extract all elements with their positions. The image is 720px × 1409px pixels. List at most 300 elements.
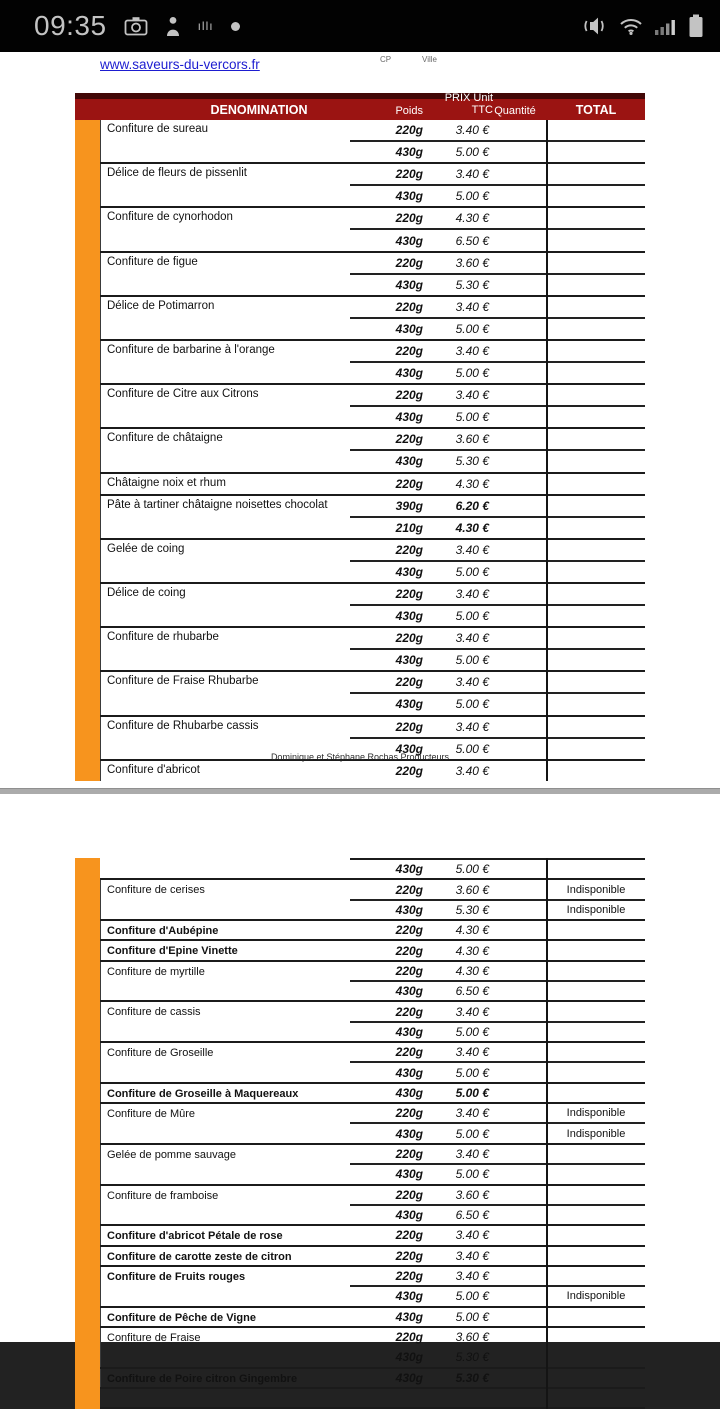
price-table-page2 bbox=[75, 858, 645, 1409]
variant-row bbox=[350, 962, 645, 982]
price-cell: 5.00 € bbox=[455, 1126, 489, 1141]
variant-row bbox=[350, 407, 645, 427]
orange-marker bbox=[75, 253, 100, 297]
variant-row bbox=[350, 1043, 645, 1063]
price-cell: 4.30 € bbox=[455, 923, 489, 938]
variant-rows bbox=[350, 164, 645, 206]
weight-cell: 220g bbox=[395, 123, 423, 138]
product-row bbox=[75, 120, 645, 164]
weight-cell: 430g bbox=[395, 609, 423, 624]
weight-cell: 430g bbox=[395, 697, 423, 712]
header-quantite: Quantité bbox=[494, 105, 536, 117]
price-cell: 3.40 € bbox=[455, 167, 489, 182]
variant-rows bbox=[350, 584, 645, 626]
product-name: Confiture de Poire citron Gingembre bbox=[100, 1369, 350, 1387]
weight-cell: 220g bbox=[395, 542, 423, 557]
variant-row bbox=[350, 1186, 645, 1206]
product-body bbox=[100, 496, 645, 540]
variant-rows bbox=[350, 941, 645, 959]
variant-rows bbox=[350, 1186, 645, 1225]
variant-rows bbox=[350, 1328, 645, 1367]
product-name: Châtaigne noix et rhum bbox=[100, 474, 350, 494]
weight-cell: 430g bbox=[395, 1289, 423, 1304]
variant-row bbox=[350, 860, 645, 878]
weight-cell: 430g bbox=[395, 1370, 423, 1385]
price-cell: 3.40 € bbox=[455, 1004, 489, 1019]
product-name bbox=[100, 1389, 350, 1407]
orange-marker bbox=[75, 1389, 100, 1409]
variant-rows bbox=[350, 880, 645, 919]
product-name: Confiture de cassis bbox=[100, 1002, 350, 1041]
variant-row bbox=[350, 901, 645, 919]
weight-cell: 220g bbox=[395, 1330, 423, 1345]
orange-marker bbox=[75, 1043, 100, 1084]
price-cell: 3.40 € bbox=[455, 1146, 489, 1161]
product-row bbox=[75, 1308, 645, 1328]
weight-cell: 430g bbox=[395, 366, 423, 381]
product-row bbox=[75, 496, 645, 540]
orange-marker bbox=[75, 1267, 100, 1308]
weight-cell: 220g bbox=[395, 388, 423, 403]
price-cell: 5.00 € bbox=[455, 1024, 489, 1039]
product-name: Confiture d'Epine Vinette bbox=[100, 941, 350, 959]
variant-row bbox=[350, 717, 645, 739]
variant-row bbox=[350, 982, 645, 1000]
product-body bbox=[100, 1328, 645, 1369]
variant-row bbox=[350, 363, 645, 383]
wifi-icon bbox=[618, 16, 644, 36]
product-row bbox=[75, 297, 645, 341]
price-cell: 3.40 € bbox=[455, 542, 489, 557]
orange-marker bbox=[75, 341, 100, 385]
price-cell: 3.40 € bbox=[455, 763, 489, 778]
price-cell: 3.40 € bbox=[455, 587, 489, 602]
product-name: Pâte à tartiner châtaigne noisettes chocolat bbox=[100, 496, 350, 538]
total-cell: Indisponible bbox=[566, 903, 626, 916]
product-row bbox=[75, 474, 645, 496]
price-cell: 5.00 € bbox=[455, 1085, 489, 1100]
weight-cell: 220g bbox=[395, 719, 423, 734]
variant-rows bbox=[350, 540, 645, 582]
orange-marker bbox=[75, 962, 100, 1003]
weight-cell: 210g bbox=[395, 520, 423, 535]
variant-row bbox=[350, 474, 645, 494]
product-body bbox=[100, 921, 645, 941]
variant-row bbox=[350, 562, 645, 582]
product-body bbox=[100, 208, 645, 252]
weight-cell: 430g bbox=[395, 410, 423, 425]
product-name: Confiture de Mûre bbox=[100, 1104, 350, 1143]
price-cell: 3.40 € bbox=[455, 1228, 489, 1243]
price-cell: 3.40 € bbox=[455, 631, 489, 646]
product-body bbox=[100, 253, 645, 297]
product-name: Confiture de Fraise Rhubarbe bbox=[100, 672, 350, 714]
variant-row bbox=[350, 1226, 645, 1244]
weight-cell: 430g bbox=[395, 1085, 423, 1100]
orange-marker bbox=[75, 1186, 100, 1227]
variant-row bbox=[350, 1369, 645, 1387]
weight-cell: 430g bbox=[395, 189, 423, 204]
product-name: Confiture de rhubarbe bbox=[100, 628, 350, 670]
product-body bbox=[100, 962, 645, 1003]
price-cell: 3.40 € bbox=[455, 299, 489, 314]
variant-row bbox=[350, 1084, 645, 1102]
total-cell: Indisponible bbox=[566, 1107, 626, 1120]
variant-rows bbox=[350, 429, 645, 471]
variant-rows bbox=[350, 1308, 645, 1326]
battery-icon bbox=[688, 14, 704, 38]
weight-cell: 430g bbox=[395, 145, 423, 160]
product-body bbox=[100, 761, 645, 781]
variant-row bbox=[350, 341, 645, 363]
variant-rows bbox=[350, 628, 645, 670]
website-link[interactable]: www.saveurs-du-vercors.fr bbox=[100, 57, 260, 72]
product-body bbox=[100, 1002, 645, 1043]
product-name: Délice de fleurs de pissenlit bbox=[100, 164, 350, 206]
variant-row bbox=[350, 540, 645, 562]
orange-marker bbox=[75, 761, 100, 781]
vibrate-icon bbox=[581, 15, 607, 37]
variant-rows bbox=[350, 1043, 645, 1082]
variant-rows bbox=[350, 1267, 645, 1306]
weight-cell: 430g bbox=[395, 233, 423, 248]
price-cell: 5.00 € bbox=[455, 1167, 489, 1182]
variant-row bbox=[350, 650, 645, 670]
price-cell: 3.40 € bbox=[455, 1045, 489, 1060]
table-header bbox=[75, 93, 645, 120]
orange-marker bbox=[75, 921, 100, 941]
product-body bbox=[100, 540, 645, 584]
price-cell: 6.50 € bbox=[455, 984, 489, 999]
weight-cell: 220g bbox=[395, 1269, 423, 1284]
product-name: Confiture de Groseille bbox=[100, 1043, 350, 1082]
total-cell: Indisponible bbox=[566, 883, 626, 896]
variant-row bbox=[350, 584, 645, 606]
weight-cell: 220g bbox=[395, 763, 423, 778]
variant-row bbox=[350, 941, 645, 959]
product-row bbox=[75, 880, 645, 921]
weight-cell: 430g bbox=[395, 277, 423, 292]
product-body bbox=[100, 1308, 645, 1328]
table-body-page2 bbox=[75, 858, 645, 1409]
price-cell: 6.20 € bbox=[455, 498, 489, 513]
variant-rows bbox=[350, 385, 645, 427]
product-row bbox=[75, 941, 645, 961]
variant-rows bbox=[350, 1145, 645, 1184]
price-cell: 5.00 € bbox=[455, 862, 489, 877]
price-cell: 5.00 € bbox=[455, 1309, 489, 1324]
weight-cell: 220g bbox=[395, 432, 423, 447]
price-cell: 4.30 € bbox=[455, 476, 489, 491]
product-row bbox=[75, 1226, 645, 1246]
price-cell: 6.50 € bbox=[455, 233, 489, 248]
product-row bbox=[75, 672, 645, 716]
weight-cell: 430g bbox=[395, 862, 423, 877]
product-body bbox=[100, 1084, 645, 1104]
product-body bbox=[100, 1043, 645, 1084]
product-body bbox=[100, 584, 645, 628]
product-body bbox=[100, 1104, 645, 1145]
product-name bbox=[100, 858, 350, 878]
price-cell: 5.30 € bbox=[455, 1350, 489, 1365]
variant-row bbox=[350, 1348, 645, 1366]
orange-marker bbox=[75, 540, 100, 584]
variant-row bbox=[350, 142, 645, 162]
product-row bbox=[75, 1389, 645, 1409]
product-name: Confiture de cerises bbox=[100, 880, 350, 919]
variant-row bbox=[350, 319, 645, 339]
orange-marker bbox=[75, 1145, 100, 1186]
orange-marker bbox=[75, 880, 100, 921]
variant-row bbox=[350, 208, 645, 230]
weight-cell: 430g bbox=[395, 741, 423, 756]
weight-cell: 220g bbox=[395, 587, 423, 602]
weight-cell: 220g bbox=[395, 476, 423, 491]
price-cell: 5.00 € bbox=[455, 741, 489, 756]
variant-row bbox=[350, 385, 645, 407]
price-cell: 5.00 € bbox=[455, 609, 489, 624]
variant-rows bbox=[350, 672, 645, 714]
product-row bbox=[75, 208, 645, 252]
price-cell: 3.40 € bbox=[455, 1248, 489, 1263]
variant-rows bbox=[350, 1389, 645, 1407]
weight-cell: 220g bbox=[395, 1045, 423, 1060]
weight-cell: 430g bbox=[395, 1126, 423, 1141]
price-cell: 3.60 € bbox=[455, 432, 489, 447]
product-body bbox=[100, 1145, 645, 1186]
weight-cell: 430g bbox=[395, 1167, 423, 1182]
product-body bbox=[100, 120, 645, 164]
header-prix-line2: TTC bbox=[471, 104, 493, 117]
price-cell: 5.00 € bbox=[455, 1065, 489, 1080]
weight-cell: 220g bbox=[395, 1228, 423, 1243]
product-row bbox=[75, 858, 645, 880]
variant-rows bbox=[350, 761, 645, 781]
product-row bbox=[75, 164, 645, 208]
weight-cell: 390g bbox=[395, 498, 423, 513]
weight-cell: 430g bbox=[395, 1024, 423, 1039]
product-name: Confiture de carotte zeste de citron bbox=[100, 1247, 350, 1265]
product-row bbox=[75, 962, 645, 1003]
price-cell: 5.00 € bbox=[455, 1289, 489, 1304]
price-cell: 5.00 € bbox=[455, 145, 489, 160]
variant-row bbox=[350, 275, 645, 295]
product-name: Confiture de Fruits rouges bbox=[100, 1267, 350, 1306]
variant-row bbox=[350, 1002, 645, 1022]
variant-rows bbox=[350, 1226, 645, 1244]
price-cell: 3.60 € bbox=[455, 255, 489, 270]
variant-row bbox=[350, 1328, 645, 1348]
price-cell: 4.30 € bbox=[455, 520, 489, 535]
total-column-divider bbox=[546, 120, 548, 781]
weight-cell: 430g bbox=[395, 321, 423, 336]
product-row bbox=[75, 761, 645, 781]
product-name: Confiture de figue bbox=[100, 253, 350, 295]
variant-rows bbox=[350, 297, 645, 339]
weight-cell: 220g bbox=[395, 631, 423, 646]
product-name: Confiture d'Aubépine bbox=[100, 921, 350, 939]
orange-marker bbox=[75, 208, 100, 252]
product-body bbox=[100, 164, 645, 208]
variant-rows bbox=[350, 1002, 645, 1041]
variant-row bbox=[350, 253, 645, 275]
orange-marker bbox=[75, 1308, 100, 1328]
price-cell: 3.40 € bbox=[455, 123, 489, 138]
product-body bbox=[100, 941, 645, 961]
price-cell: 4.30 € bbox=[455, 211, 489, 226]
price-cell: 5.30 € bbox=[455, 454, 489, 469]
product-row bbox=[75, 628, 645, 672]
price-cell: 5.30 € bbox=[455, 902, 489, 917]
page-footer: Dominique et Stéphane Rochas Producteurs bbox=[270, 752, 450, 762]
price-cell: 3.40 € bbox=[455, 1106, 489, 1121]
product-name: Confiture d'abricot bbox=[100, 761, 350, 781]
form-label-cp: CP bbox=[380, 55, 392, 64]
product-name: Confiture de Groseille à Maquereaux bbox=[100, 1084, 350, 1102]
variant-row bbox=[350, 1124, 645, 1142]
weight-cell: 430g bbox=[395, 564, 423, 579]
product-row bbox=[75, 1002, 645, 1043]
product-name: Délice de Potimarron bbox=[100, 297, 350, 339]
product-name: Confiture de Rhubarbe cassis bbox=[100, 717, 350, 759]
orange-marker bbox=[75, 1104, 100, 1145]
price-cell: 6.50 € bbox=[455, 1208, 489, 1223]
variant-row bbox=[350, 1287, 645, 1305]
product-body bbox=[100, 297, 645, 341]
variant-rows bbox=[350, 341, 645, 383]
variant-row bbox=[350, 164, 645, 186]
weight-cell: 430g bbox=[395, 1350, 423, 1365]
status-bar[interactable] bbox=[0, 0, 720, 52]
product-name: Délice de coing bbox=[100, 584, 350, 626]
orange-marker bbox=[75, 1328, 100, 1369]
product-row bbox=[75, 1267, 645, 1308]
header-prix-line1: PRIX Unit bbox=[444, 91, 493, 104]
total-cell: Indisponible bbox=[566, 1127, 626, 1140]
orange-marker bbox=[75, 672, 100, 716]
header-denomination: DENOMINATION bbox=[210, 103, 308, 117]
product-row bbox=[75, 584, 645, 628]
price-cell: 5.00 € bbox=[455, 321, 489, 336]
product-body bbox=[100, 341, 645, 385]
weight-cell: 220g bbox=[395, 963, 423, 978]
orange-marker bbox=[75, 385, 100, 429]
orange-marker bbox=[75, 1247, 100, 1267]
variant-row bbox=[350, 1389, 645, 1407]
price-cell: 5.00 € bbox=[455, 653, 489, 668]
header-total: TOTAL bbox=[575, 103, 617, 117]
status-time: 09:35 bbox=[34, 10, 107, 41]
price-cell: 3.60 € bbox=[455, 882, 489, 897]
product-name: Confiture de cynorhodon bbox=[100, 208, 350, 250]
product-row bbox=[75, 1104, 645, 1145]
weight-cell: 430g bbox=[395, 653, 423, 668]
product-row bbox=[75, 921, 645, 941]
product-name: Gelée de coing bbox=[100, 540, 350, 582]
price-cell: 3.40 € bbox=[455, 719, 489, 734]
price-cell: 5.30 € bbox=[455, 1370, 489, 1385]
variant-row bbox=[350, 672, 645, 694]
variant-row bbox=[350, 694, 645, 714]
product-body bbox=[100, 1226, 645, 1246]
status-bar-right bbox=[581, 14, 704, 38]
orange-marker bbox=[75, 941, 100, 961]
weight-cell: 430g bbox=[395, 902, 423, 917]
weight-cell: 220g bbox=[395, 1146, 423, 1161]
price-cell: 3.60 € bbox=[455, 1187, 489, 1202]
variant-rows bbox=[350, 1104, 645, 1143]
orange-marker bbox=[75, 120, 100, 164]
orange-marker bbox=[75, 1369, 100, 1389]
product-body bbox=[100, 1389, 645, 1409]
orange-marker bbox=[75, 1002, 100, 1043]
weight-cell: 220g bbox=[395, 675, 423, 690]
variant-row bbox=[350, 1165, 645, 1183]
weight-cell: 430g bbox=[395, 1208, 423, 1223]
orange-marker bbox=[75, 1226, 100, 1246]
product-name: Confiture de myrtille bbox=[100, 962, 350, 1001]
variant-row bbox=[350, 1308, 645, 1326]
variant-rows bbox=[350, 1247, 645, 1265]
variant-row bbox=[350, 120, 645, 142]
product-name: Confiture de châtaigne bbox=[100, 429, 350, 471]
variant-rows bbox=[350, 253, 645, 295]
product-body bbox=[100, 1186, 645, 1227]
variant-rows bbox=[350, 496, 645, 538]
orange-marker bbox=[75, 164, 100, 208]
product-name: Gelée de pomme sauvage bbox=[100, 1145, 350, 1184]
variant-row bbox=[350, 297, 645, 319]
price-cell: 5.00 € bbox=[455, 564, 489, 579]
weight-cell: 430g bbox=[395, 984, 423, 999]
variant-row bbox=[350, 451, 645, 471]
product-name: Confiture de sureau bbox=[100, 120, 350, 162]
weight-cell: 430g bbox=[395, 454, 423, 469]
product-row bbox=[75, 1369, 645, 1389]
product-name: Confiture d'abricot Pétale de rose bbox=[100, 1226, 350, 1244]
table-body-page1 bbox=[75, 120, 645, 781]
product-name: Confiture de Citre aux Citrons bbox=[100, 385, 350, 427]
price-cell: 4.30 € bbox=[455, 943, 489, 958]
product-row bbox=[75, 1043, 645, 1084]
equalizer-icon: ıllı bbox=[197, 19, 214, 33]
product-body bbox=[100, 672, 645, 716]
weight-cell: 220g bbox=[395, 255, 423, 270]
variant-row bbox=[350, 186, 645, 206]
product-row bbox=[75, 253, 645, 297]
product-body bbox=[100, 1267, 645, 1308]
price-cell: 3.60 € bbox=[455, 1330, 489, 1345]
orange-marker bbox=[75, 496, 100, 540]
person-icon bbox=[165, 16, 181, 37]
weight-cell: 220g bbox=[395, 211, 423, 226]
variant-row bbox=[350, 1206, 645, 1224]
variant-rows bbox=[350, 120, 645, 162]
orange-marker bbox=[75, 1084, 100, 1104]
product-row bbox=[75, 429, 645, 473]
product-body bbox=[100, 385, 645, 429]
product-name: Confiture de framboise bbox=[100, 1186, 350, 1225]
variant-rows bbox=[350, 1084, 645, 1102]
weight-cell: 220g bbox=[395, 923, 423, 938]
page-divider bbox=[0, 788, 720, 794]
cell-signal-icon bbox=[655, 16, 677, 36]
product-body bbox=[100, 1369, 645, 1389]
total-cell: Indisponible bbox=[566, 1290, 626, 1303]
price-cell: 3.40 € bbox=[455, 675, 489, 690]
variant-row bbox=[350, 496, 645, 518]
variant-rows bbox=[350, 208, 645, 250]
